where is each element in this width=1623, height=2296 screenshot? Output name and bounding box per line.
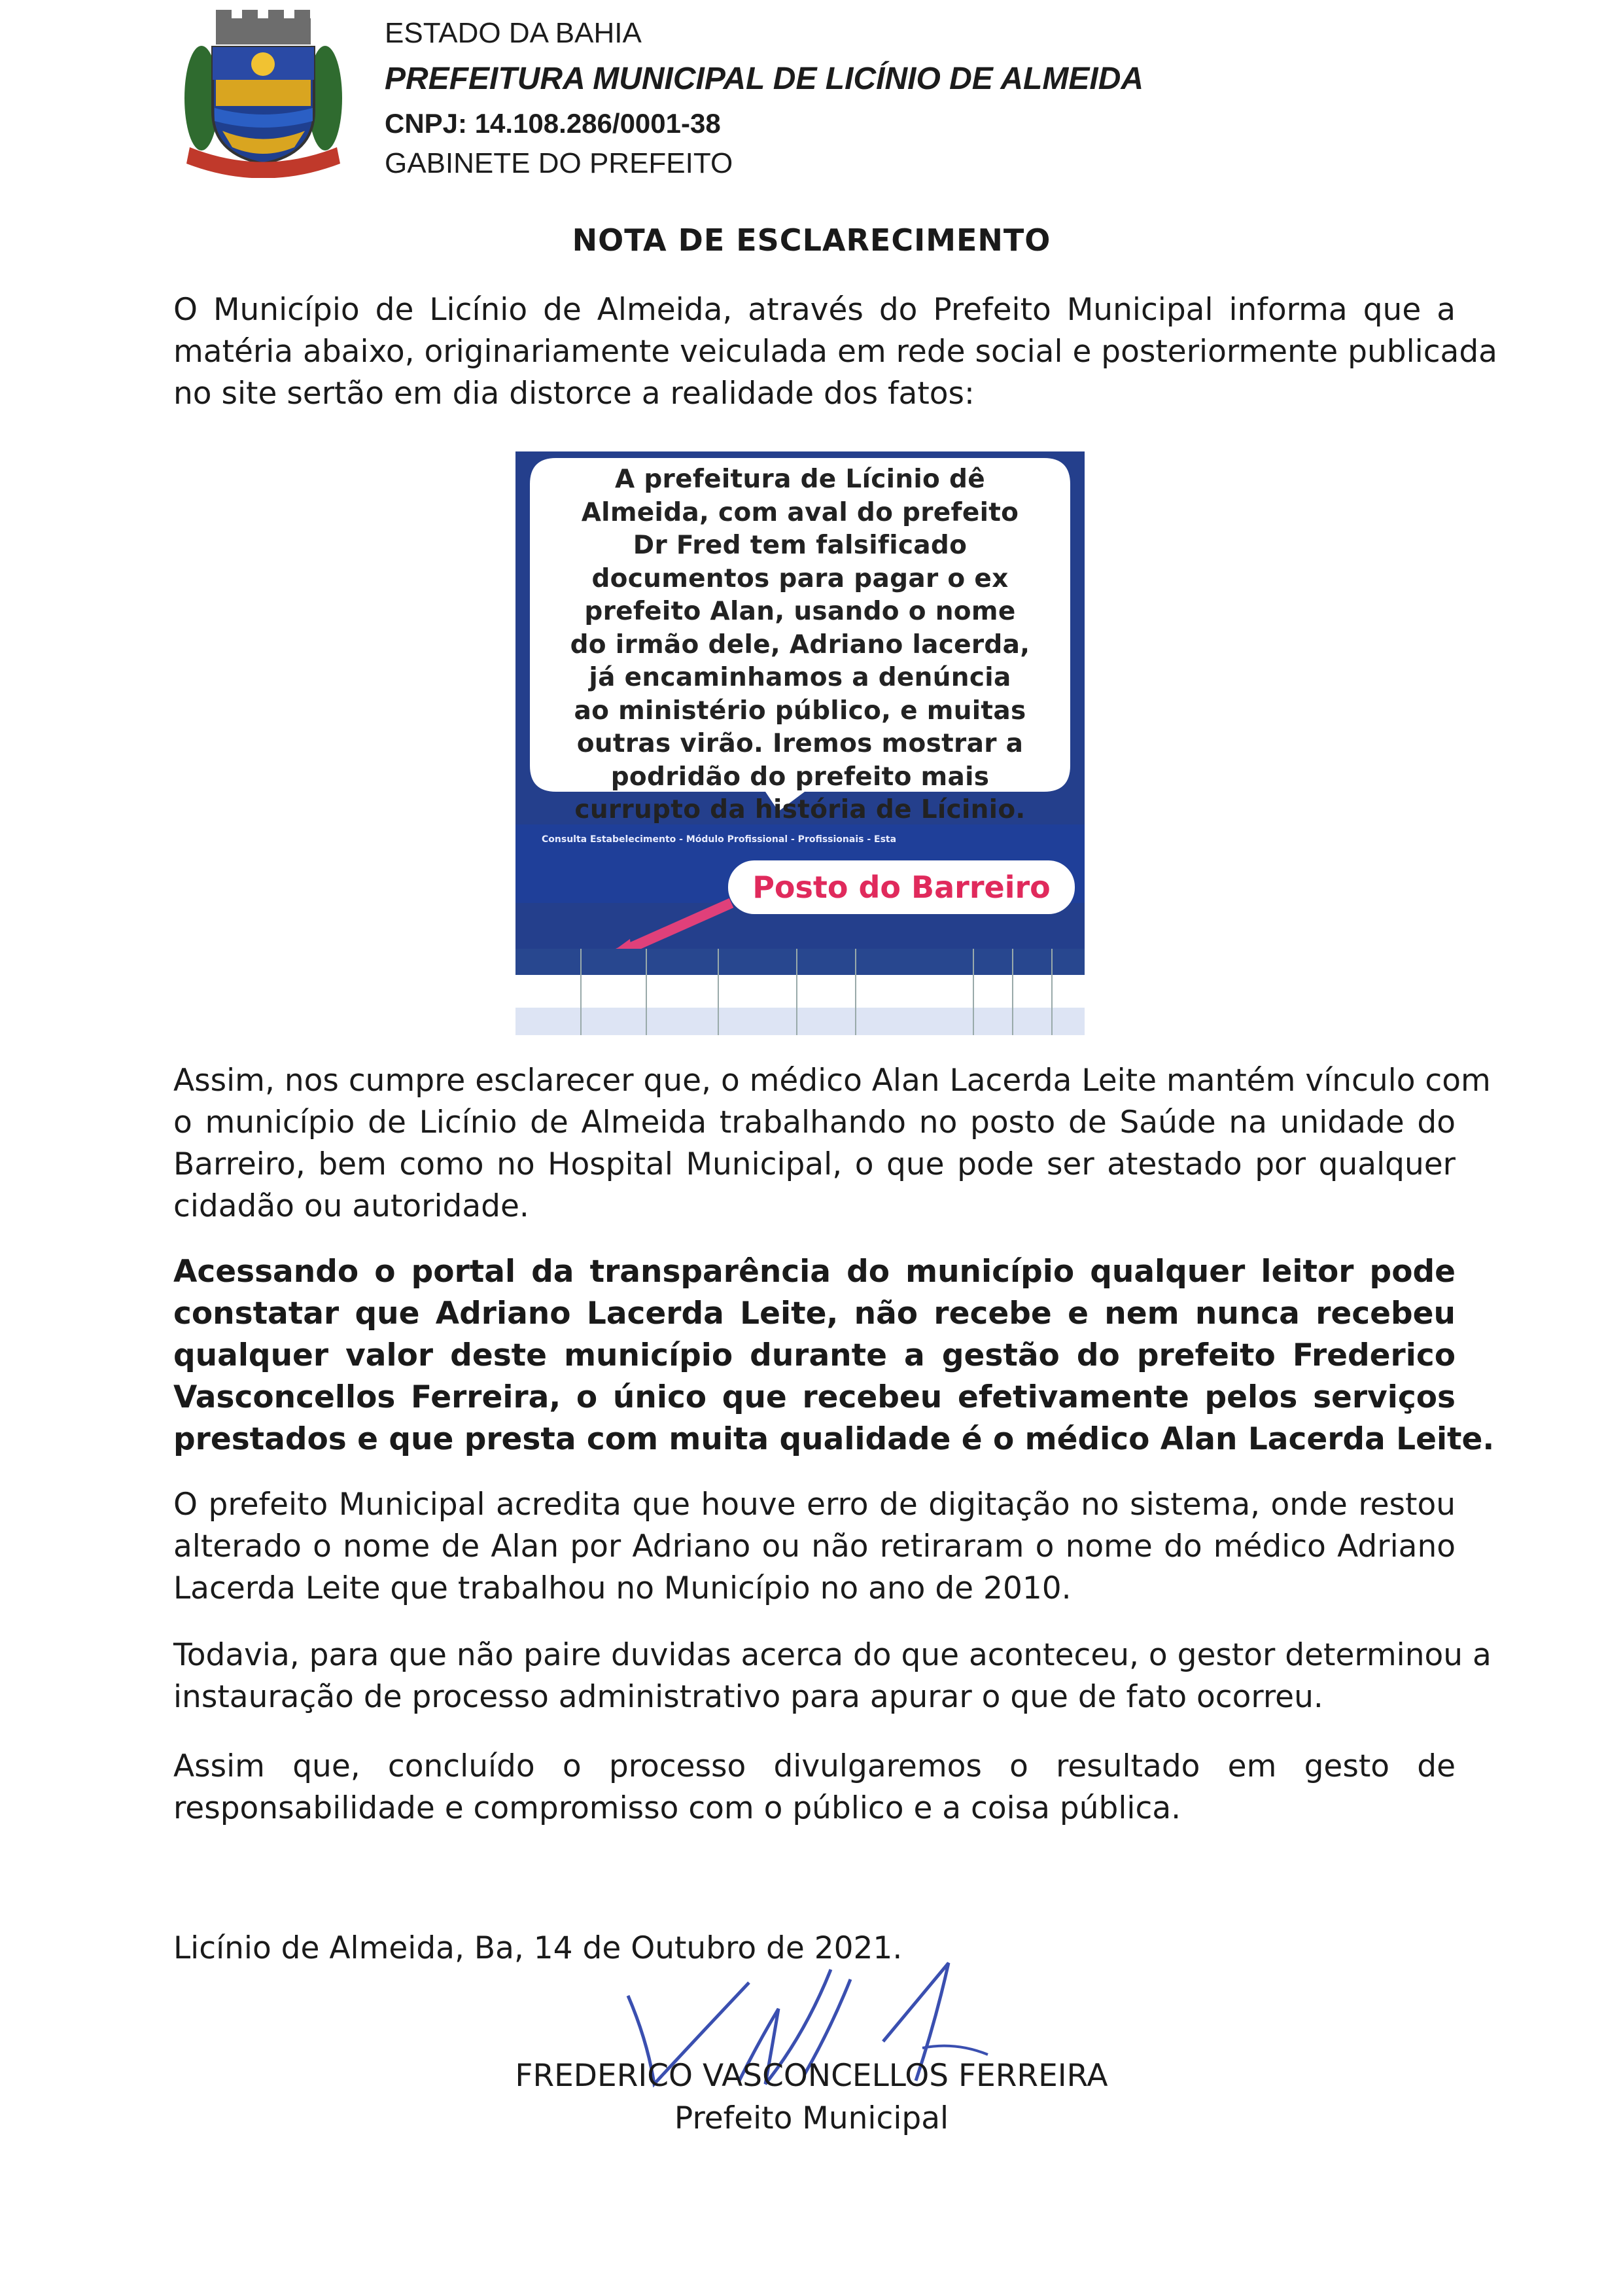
paragraph-resultado [173, 1746, 1456, 1829]
bubble-line: do irmão dele, Adriano lacerda, [570, 629, 1030, 660]
text-line: Lacerda Leite que trabalhou no Município no ano de 2010. [173, 1570, 1072, 1606]
text-line: cidadão ou autoridade. [173, 1188, 529, 1224]
intro-paragraph [173, 289, 1497, 415]
text-line: constatar que Adriano Lacerda Leite, não recebe e nem nunca recebeu [173, 1296, 1456, 1332]
text-line: responsabilidade e compromisso com o público e a coisa pública. [173, 1790, 1181, 1826]
signature-role: Prefeito Municipal [674, 2100, 949, 2136]
posto-label: Posto do Barreiro [728, 860, 1075, 914]
text-line: alterado o nome de Alan por Adriano ou não retiraram o nome do médico Adriano [173, 1528, 1456, 1564]
paragraph-vinculo [173, 1060, 1491, 1227]
text-line: Acessando o portal da transparência do município qualquer leitor pode [173, 1254, 1456, 1290]
embedded-social-post-image [515, 451, 1085, 1035]
header-state: ESTADO DA BAHIA [385, 17, 642, 49]
text-line: prestados e que presta com muita qualidade é o médico Alan Lacerda Leite. [173, 1421, 1495, 1457]
screenshot-nav-text: Consulta Estabelecimento - Módulo Profissional - Profissionais - Esta [542, 834, 897, 845]
signature-name: FREDERICO VASCONCELLOS FERREIRA [515, 2058, 1108, 2094]
text-line: instauração de processo administrativo para apurar o que de fato ocorreu. [173, 1679, 1323, 1715]
paragraph-processo [173, 1634, 1492, 1718]
bubble-line: podridão do prefeito mais [610, 762, 990, 792]
header-prefecture: PREFEITURA MUNICIPAL DE LICÍNIO DE ALMEIDA [385, 62, 1144, 96]
text-line: O prefeito Municipal acredita que houve erro de digitação no sistema, onde restou [173, 1487, 1456, 1523]
text-line: Vasconcellos Ferreira, o único que recebeu efetivamente pelos serviços [173, 1379, 1456, 1415]
text-line: no site sertão em dia distorce a realidade dos fatos: [173, 376, 975, 412]
bubble-line: documentos para pagar o ex [591, 563, 1009, 593]
arrow-icon [515, 451, 1085, 1035]
header-cnpj: CNPJ: 14.108.286/0001-38 [385, 108, 721, 139]
text-line: Barreiro, bem como no Hospital Municipal, o que pode ser atestado por qualquer [173, 1146, 1456, 1182]
text-line: o município de Licínio de Almeida trabalhando no posto de Saúde na unidade do [173, 1104, 1456, 1140]
municipal-crest-icon [177, 7, 350, 178]
bubble-line: Almeida, com aval do prefeito [581, 497, 1019, 527]
text-line: qualquer valor deste município durante a gestão do prefeito Frederico [173, 1337, 1456, 1373]
text-line: matéria abaixo, originariamente veiculada em rede social e posteriormente publicada [173, 334, 1497, 370]
header-cabinet: GABINETE DO PREFEITO [385, 147, 733, 179]
document-title: NOTA DE ESCLARECIMENTO [572, 222, 1051, 258]
text-line: Todavia, para que não paire duvidas acerca do que aconteceu, o gestor determinou a [173, 1637, 1492, 1673]
paragraph-digitacao [173, 1484, 1456, 1610]
bubble-line: currupto da história de Lícinio. [574, 795, 1026, 824]
bubble-line: prefeito Alan, usando o nome [584, 597, 1016, 626]
bubble-line: Dr Fred tem falsificado [633, 531, 968, 560]
paragraph-transparencia [173, 1251, 1495, 1460]
text-line: O Município de Licínio de Almeida, através do Prefeito Municipal informa que a [173, 292, 1456, 328]
bubble-line: já encaminhamos a denúncia [589, 663, 1011, 692]
bubble-line: A prefeitura de Lícinio dê [614, 465, 985, 494]
bubble-line: outras virão. Iremos mostrar a [576, 729, 1024, 758]
screenshot-table [515, 949, 1085, 1035]
text-line: Assim que, concluído o processo divulgaremos o resultado em gesto de [173, 1748, 1456, 1784]
text-line: Assim, nos cumpre esclarecer que, o médico Alan Lacerda Leite mantém vínculo com [173, 1063, 1491, 1099]
bubble-line: ao ministério público, e muitas [574, 696, 1026, 726]
date-line: Licínio de Almeida, Ba, 14 de Outubro de 2021. [173, 1930, 903, 1966]
